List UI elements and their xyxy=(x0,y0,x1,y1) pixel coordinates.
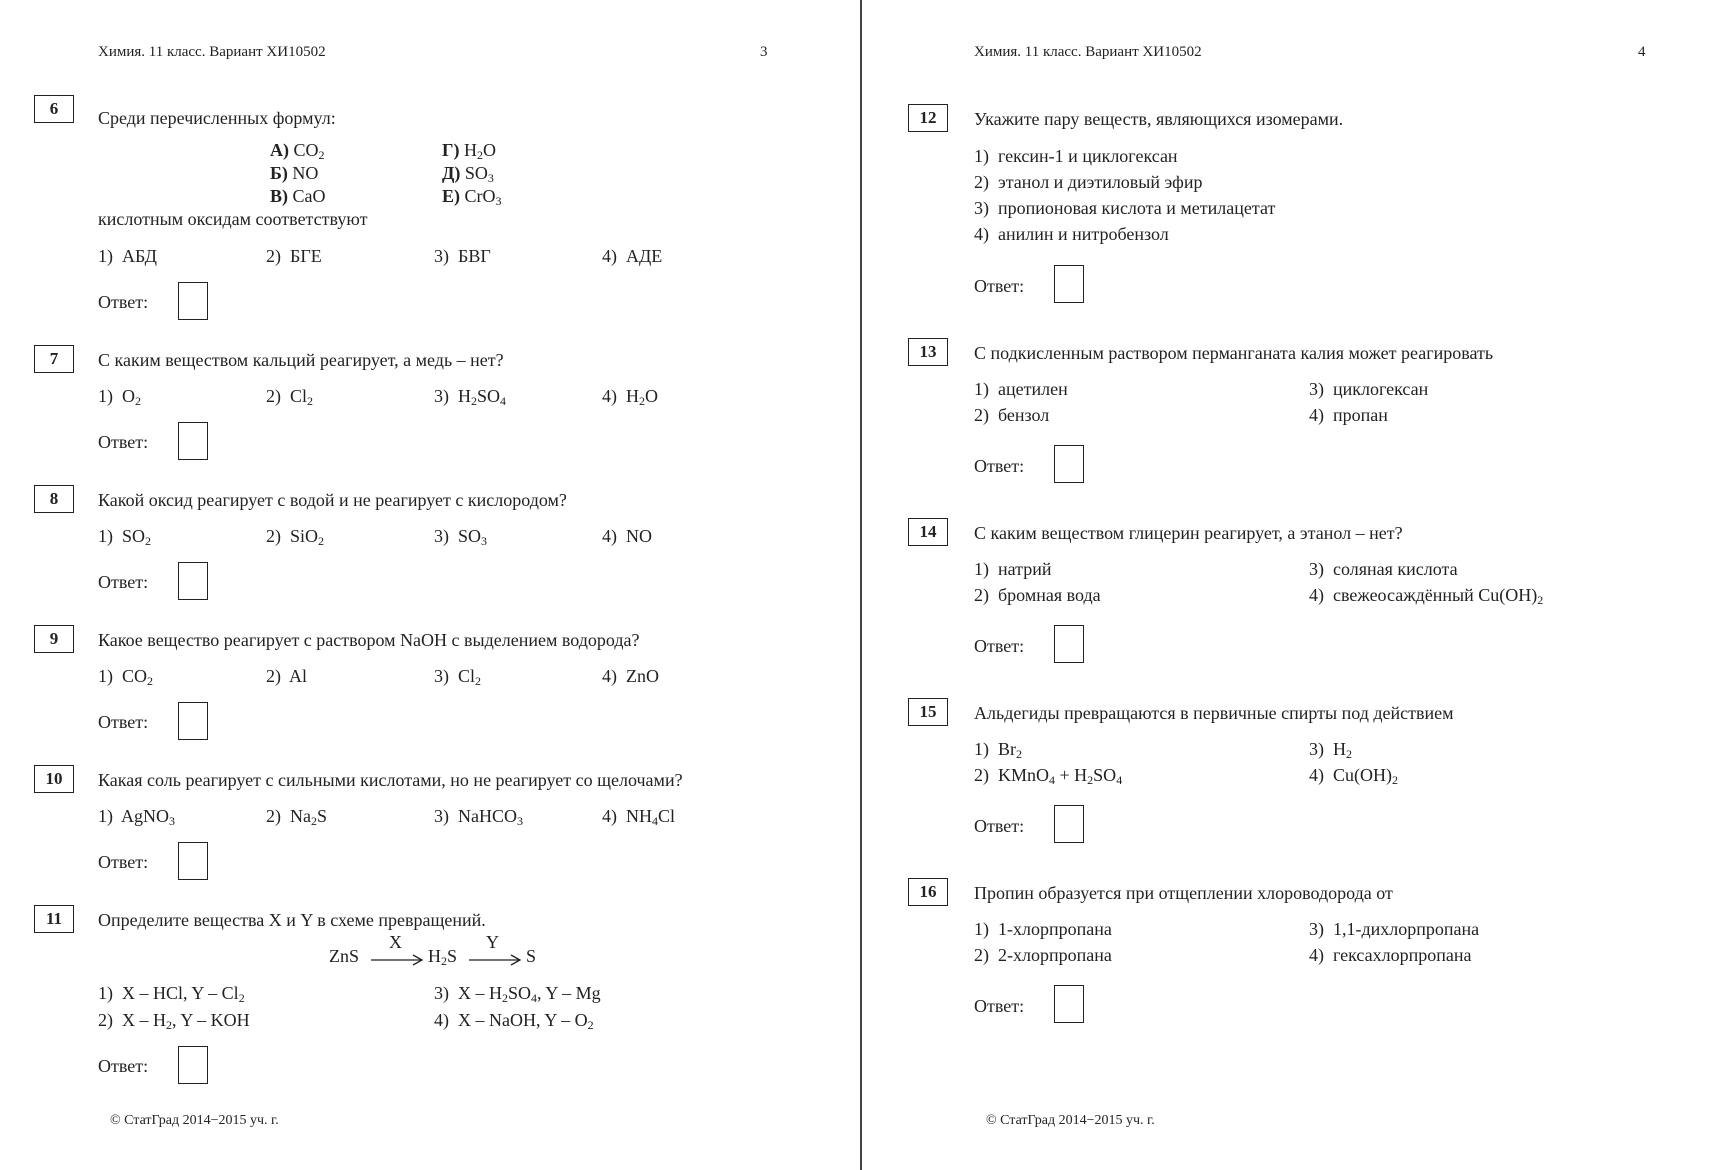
answer-box-16[interactable] xyxy=(1054,985,1084,1023)
answer-label: Ответ: xyxy=(974,636,1025,656)
option-4: 4) $NH_4Cl$ xyxy=(602,806,676,828)
option-4: 4) $Cu(OH)_2$ xyxy=(1309,765,1398,787)
question-10-text: Какая соль реагирует с сильными кислотами, но не реагирует со щелочами? xyxy=(98,770,683,790)
option-3: 3) пропионовая кислота и метилацетат xyxy=(974,198,1276,218)
option-2: 2) Al xyxy=(266,666,308,686)
option-2: 2) БГЕ xyxy=(266,246,322,266)
option-4: 4) NO xyxy=(602,526,652,546)
question-13-text: С подкисленным раствором перманганата калия может реагировать xyxy=(974,343,1494,363)
question-number-15: 15 xyxy=(908,698,948,726)
option-1: 1) $SO_2$ xyxy=(98,526,152,548)
answer-label: Ответ: xyxy=(974,276,1025,296)
scheme-label-x: X xyxy=(389,932,402,952)
answer-box-12[interactable] xyxy=(1054,265,1084,303)
answer-box-7[interactable] xyxy=(178,422,208,460)
option-2: 2) X – $H_2$, Y – KOH xyxy=(98,1010,250,1032)
page-footer: © СтатГрад 2014−2015 уч. г. xyxy=(986,1113,1155,1128)
option-3: 3) $H_2$ xyxy=(1309,739,1352,761)
option-3: 3) 1,1-дихлорпропана xyxy=(1309,919,1480,939)
question-7-text: С каким веществом кальций реагирует, а медь – нет? xyxy=(98,350,504,370)
left-page xyxy=(0,0,860,1170)
question-14-text: С каким веществом глицерин реагирует, а этанол – нет? xyxy=(974,523,1403,543)
answer-box-13[interactable] xyxy=(1054,445,1084,483)
option-3: 3) $SO_3$ xyxy=(434,526,488,548)
option-1: 1) AgNO$_3$ xyxy=(98,806,176,828)
answer-label: Ответ: xyxy=(98,712,149,732)
formula-g: Г) $H_2O$ xyxy=(442,140,496,162)
option-2: 2) 2-хлорпропана xyxy=(974,945,1112,965)
option-3: 3) БВГ xyxy=(434,246,491,266)
answer-label: Ответ: xyxy=(98,852,149,872)
scheme-h2s: $H_2S$ xyxy=(428,946,458,968)
question-number-7: 7 xyxy=(34,345,74,373)
option-4: 4) АДЕ xyxy=(602,246,663,266)
question-number-9: 9 xyxy=(34,625,74,653)
answer-box-8[interactable] xyxy=(178,562,208,600)
answer-box-15[interactable] xyxy=(1054,805,1084,843)
page-number: 4 xyxy=(1638,44,1646,60)
option-3: 3) $Cl_2$ xyxy=(434,666,482,688)
option-4: 4) гексахлорпропана xyxy=(1309,945,1472,965)
option-3: 3) NaHCO$_3$ xyxy=(434,806,523,828)
option-1: 1) X – HCl, Y – $Cl_2$ xyxy=(98,983,245,1005)
option-4: 4) $H_2O$ xyxy=(602,386,658,408)
scheme-label-y: Y xyxy=(486,932,499,952)
page-header: Химия. 11 класс. Вариант ХИ10502 xyxy=(974,44,1202,60)
option-2: 2) KMnO$_4$ + $H_2SO_4$ xyxy=(974,765,1123,787)
question-12-text: Укажите пару веществ, являющихся изомерами. xyxy=(974,109,1344,129)
arrow-right-icon xyxy=(468,954,522,966)
option-4: 4) ZnO xyxy=(602,666,659,686)
question-16-text: Пропин образуется при отщеплении хлороводорода от xyxy=(974,883,1393,903)
answer-label: Ответ: xyxy=(98,572,149,592)
option-1: 1) АБД xyxy=(98,246,157,266)
right-page xyxy=(862,0,1722,1170)
question-number-8: 8 xyxy=(34,485,74,513)
question-number-14: 14 xyxy=(908,518,948,546)
scheme-s: S xyxy=(526,946,537,966)
question-number-16: 16 xyxy=(908,878,948,906)
question-number-13: 13 xyxy=(908,338,948,366)
answer-label: Ответ: xyxy=(974,456,1025,476)
question-number-10: 10 xyxy=(34,765,74,793)
question-9-text: Какое вещество реагирует с раствором NaOH с выделением водорода? xyxy=(98,630,640,650)
option-4: 4) X – NaOH, Y – $O_2$ xyxy=(434,1010,594,1032)
option-1: 1) $CO_2$ xyxy=(98,666,154,688)
answer-box-11[interactable] xyxy=(178,1046,208,1084)
answer-box-10[interactable] xyxy=(178,842,208,880)
answer-label: Ответ: xyxy=(98,432,149,452)
answer-box-9[interactable] xyxy=(178,702,208,740)
scheme-zns: ZnS xyxy=(329,946,360,966)
formula-d: Д) $SO_3$ xyxy=(442,163,494,185)
option-3: 3) циклогексан xyxy=(1309,379,1429,399)
option-4: 4) пропан xyxy=(1309,405,1388,425)
answer-label: Ответ: xyxy=(98,292,149,312)
option-1: 1) $Br_2$ xyxy=(974,739,1022,761)
arrow-right-icon xyxy=(370,954,424,966)
option-1: 1) натрий xyxy=(974,559,1052,579)
option-1: 1) гексин-1 и циклогексан xyxy=(974,146,1178,166)
answer-box-14[interactable] xyxy=(1054,625,1084,663)
question-8-text: Какой оксид реагирует с водой и не реагирует с кислородом? xyxy=(98,490,567,510)
option-2: 2) SiO$_2$ xyxy=(266,526,325,548)
formula-e: Е) CrO$_3$ xyxy=(442,186,502,208)
option-2: 2) бензол xyxy=(974,405,1050,425)
question-6-text: Среди перечисленных формул: xyxy=(98,108,336,128)
option-4: 4) анилин и нитробензол xyxy=(974,224,1169,244)
option-1: 1) $O_2$ xyxy=(98,386,141,408)
question-number-12: 12 xyxy=(908,104,948,132)
question-15-text: Альдегиды превращаются в первичные спирты под действием xyxy=(974,703,1454,723)
option-1: 1) ацетилен xyxy=(974,379,1068,399)
option-3: 3) $H_2SO_4$ xyxy=(434,386,507,408)
formula-b: Б) NO xyxy=(270,163,319,183)
answer-label: Ответ: xyxy=(98,1056,149,1076)
option-2: 2) бромная вода xyxy=(974,585,1101,605)
option-3: 3) соляная кислота xyxy=(1309,559,1458,579)
option-2: 2) этанол и диэтиловый эфир xyxy=(974,172,1203,192)
answer-box-6[interactable] xyxy=(178,282,208,320)
question-number-11: 11 xyxy=(34,905,74,933)
option-1: 1) 1-хлорпропана xyxy=(974,919,1112,939)
option-2: 2) $Na_2S$ xyxy=(266,806,328,828)
page-header: Химия. 11 класс. Вариант ХИ10502 xyxy=(98,44,326,60)
option-3: 3) X – $H_2SO_4$, Y – Mg xyxy=(434,983,601,1005)
question-6-tail: кислотным оксидам соответствуют xyxy=(98,209,368,229)
formula-v: В) CaO xyxy=(270,186,326,206)
page-footer: © СтатГрад 2014−2015 уч. г. xyxy=(110,1113,279,1128)
formula-a: А) $CO_2$ xyxy=(270,140,325,162)
answer-label: Ответ: xyxy=(974,996,1025,1016)
question-11-text: Определите вещества X и Y в схеме превращений. xyxy=(98,910,486,930)
answer-label: Ответ: xyxy=(974,816,1025,836)
option-2: 2) $Cl_2$ xyxy=(266,386,314,408)
option-4: 4) свежеосаждённый $Cu(OH)_2$ xyxy=(1309,585,1544,607)
question-number-6: 6 xyxy=(34,95,74,123)
page-number: 3 xyxy=(760,44,768,60)
